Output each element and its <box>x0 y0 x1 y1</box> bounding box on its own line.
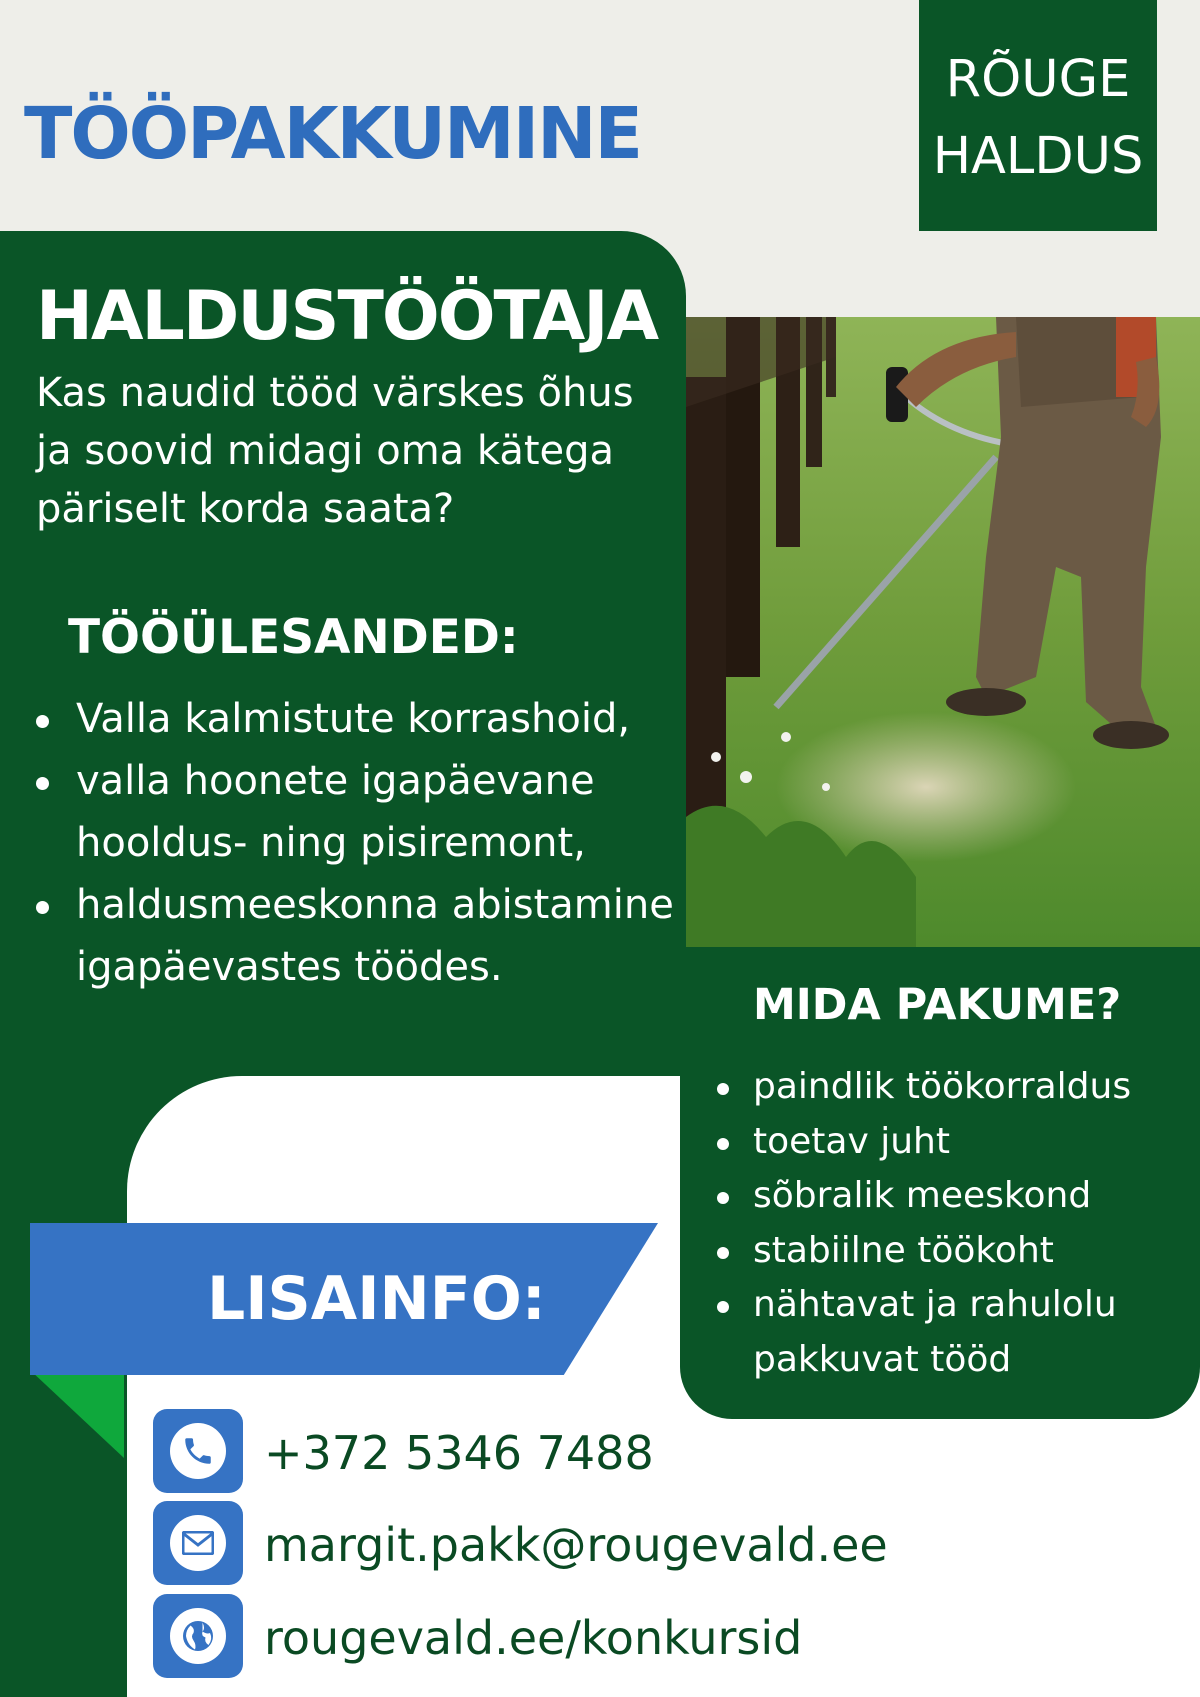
list-item: toetav juht <box>713 1115 1183 1170</box>
tasks-heading: TÖÖÜLESANDED: <box>68 610 519 665</box>
list-item: paindlik töökorraldus <box>713 1060 1183 1115</box>
globe-icon <box>153 1594 243 1678</box>
list-item: nähtavat ja rahulolu pakkuvat tööd <box>713 1278 1143 1387</box>
mail-icon <box>153 1501 243 1585</box>
offers-heading: MIDA PAKUME? <box>753 980 1122 1030</box>
job-intro: Kas naudid tööd värskes õhus ja soovid midagi oma kätega päriselt korda saata? <box>36 370 634 532</box>
tasks-list <box>36 688 676 998</box>
banner-ribbon-fold <box>30 1370 124 1458</box>
list-item: haldusmeeskonna abistamine igapäevastes töödes. <box>36 874 676 998</box>
job-title: HALDUSTÖÖTAJA <box>36 277 658 356</box>
list-item: sõbralik meeskond <box>713 1169 1183 1224</box>
website-link[interactable]: rougevald.ee/konkursid <box>264 1611 803 1665</box>
company-logo <box>919 0 1157 231</box>
logo-line-1: RÕUGE <box>945 49 1131 109</box>
list-item: valla hoonete igapäevane hooldus- ning pisiremont, <box>36 750 676 874</box>
list-item: stabiilne töökoht <box>713 1224 1183 1279</box>
phone-number[interactable]: +372 5346 7488 <box>264 1426 654 1480</box>
worker-trimming-grass-photo <box>686 317 1200 947</box>
list-item: Valla kalmistute korrashoid, <box>36 688 676 750</box>
logo-line-2: HALDUS <box>932 126 1144 186</box>
lisainfo-heading: LISAINFO: <box>207 1264 546 1334</box>
email-address[interactable]: margit.pakk@rougevald.ee <box>264 1518 888 1572</box>
offers-list <box>713 1060 1183 1387</box>
phone-icon <box>153 1409 243 1493</box>
page-title: TÖÖPAKKUMINE <box>24 92 642 175</box>
